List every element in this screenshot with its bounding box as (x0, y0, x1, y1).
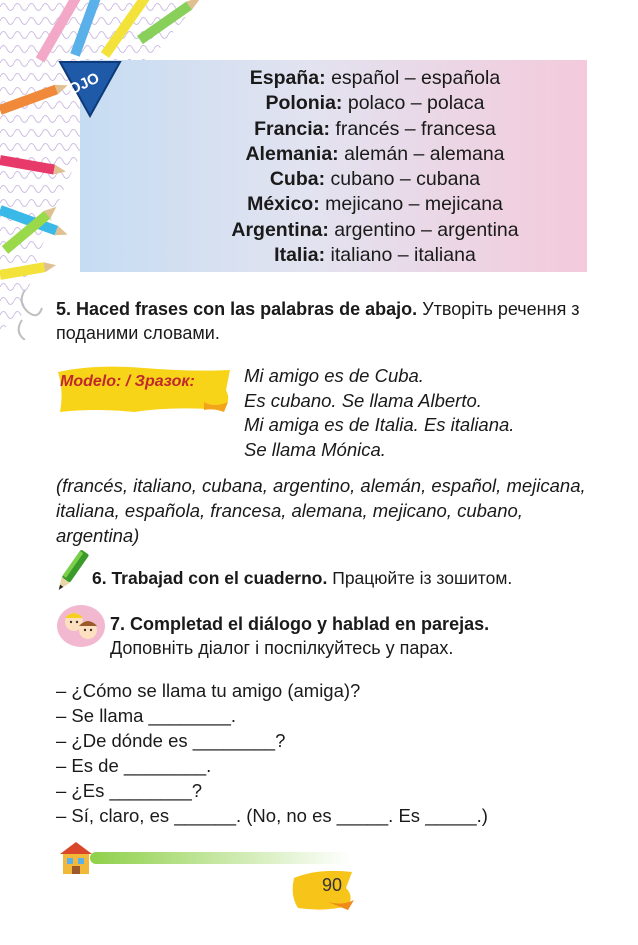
ojo-line: Francia: francés – francesa (254, 117, 496, 140)
modelo-example (244, 364, 514, 462)
ojo-line: España: español – española (249, 67, 501, 89)
exercise-6-heading (92, 568, 512, 589)
ojo-line: Polonia: polaco – polaca (265, 92, 485, 115)
exercise-7-translation: Доповніть діалог і поспілкуйтесь у парах. (110, 638, 454, 658)
ojo-line: Alemania: alemán – alemana (245, 142, 505, 165)
ojo-vocab-list (140, 66, 610, 268)
modelo-line: Es cubano. Se llama Alberto. (244, 389, 482, 411)
exercise-5-heading (56, 297, 606, 345)
ojo-line: Italia: italiano – italiana (274, 244, 476, 267)
exercise-5-title: 5. Haced frases con las palabras de abajo. (56, 299, 418, 319)
pen-icon (54, 548, 90, 594)
dialog-line: – Sí, claro, es ______. (No, no es _____. Es _____.) (56, 805, 488, 826)
modelo-line: Mi amiga es de Italia. Es italiana. (244, 414, 515, 435)
exercise-6-title: 6. Trabajad con el cuaderno. (92, 568, 328, 588)
modelo-line: Mi amigo es de Cuba. (244, 365, 424, 386)
ojo-badge-icon (50, 58, 124, 118)
children-talking-icon (56, 604, 106, 648)
ojo-line: Argentina: argentino – argentina (231, 218, 519, 241)
ojo-line: México: mejicano – mejicana (247, 193, 503, 216)
ojo-line: Cuba: cubano – cubana (269, 168, 481, 191)
modelo-line: Se llama Mónica. (244, 438, 386, 460)
dialog-line: – ¿Cómo se llama tu amigo (amiga)? (56, 680, 361, 701)
exercise-7-heading (110, 612, 489, 660)
exercise-6-translation: Працюйте із зошитом. (332, 568, 513, 588)
exercise-5-translation: Утворіть речення з поданими словами. (56, 299, 580, 343)
dialog-line: – ¿De dónde es ________? (56, 730, 286, 751)
dialog-line: – ¿Es ________? (56, 780, 203, 801)
exercise-7-title: 7. Completad el diálogo y hablad en parejas. (110, 614, 490, 634)
ojo-badge-label: OJO (66, 69, 103, 99)
dialog-line: – Es de ________. (56, 755, 212, 776)
modelo-label: Modelo: / Зразок: (60, 373, 195, 390)
word-list: (francés, italiano, cubana, argentino, alemán, español, mejicana, italiana, española, francesa, alemana, mejicano, cubano, argentina) (56, 475, 586, 546)
dialog-lines (56, 678, 488, 828)
dialog-line: – Se llama ________. (56, 705, 236, 726)
page-number: 90 (321, 875, 343, 895)
